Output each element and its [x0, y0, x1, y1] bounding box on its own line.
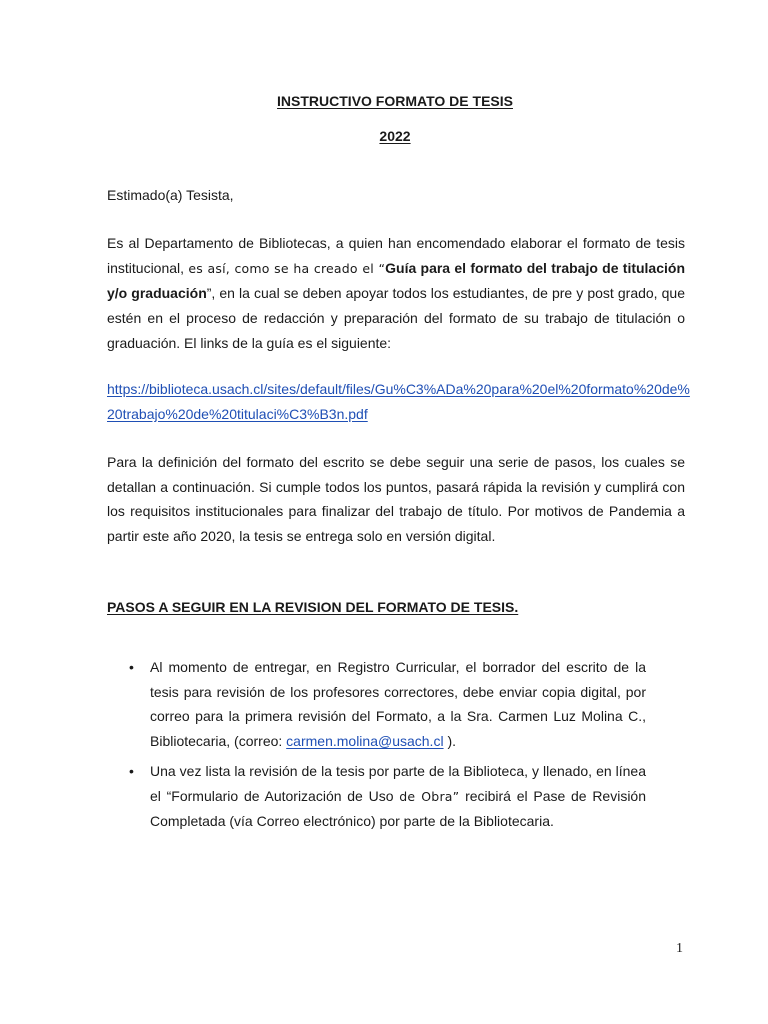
guide-link-block	[107, 377, 707, 426]
step2-text: Una vez lista la revisión de la tesis por parte de la Biblioteca, y llenado, en línea el “Formulario de Autorización de Uso	[150, 763, 646, 804]
guide-pdf-link[interactable]	[107, 381, 690, 422]
step2-text-end: recibirá el Pase de Revisión Completada (vía Correo electrónico) por parte de la Bibliotecaria.	[150, 787, 647, 829]
page-number: 1	[676, 941, 683, 956]
step2-text-spaced: de Obra”	[399, 788, 460, 804]
document-title: INSTRUCTIVO FORMATO DE TESIS	[277, 93, 513, 109]
section-heading: PASOS A SEGUIR EN LA REVISION DEL FORMATO DE TESIS.	[107, 599, 519, 615]
guide-link-line1[interactable]: https://biblioteca.usach.cl/sites/default/files/Gu%C3%ADa%20para%20el%20formato%20de%	[107, 381, 690, 397]
instructions-paragraph: Para la definición del formato del escrito se debe seguir una serie de pasos, los cuales se detallan a continuación. Si cumple todos los puntos, pasará rápida la revisión y cumplirá con los requisitos institucionales para finalizar del trabajo de título. Por motivos de Pandemia a partir este año 2020, la tesis se entrega solo en versión digital.	[107, 454, 685, 545]
list-item	[0, 655, 646, 753]
intro-paragraph	[107, 231, 685, 356]
email-link[interactable]: carmen.molina@usach.cl	[286, 732, 444, 749]
bullet-icon: •	[129, 659, 134, 675]
steps-list	[0, 655, 768, 840]
step1-text-end: ).	[443, 732, 457, 749]
intro-text-part3: ”, en la cual se deben apoyar todos los estudiantes, de pre y post grado, que estén en el proceso de redacción y preparación del formato de su trabajo de titulación o graduación. El links de la guía es el siguiente:	[107, 285, 685, 351]
intro-text-part2: es así, como se ha creado el “	[188, 260, 386, 276]
guide-title: Guía para el formato del trabajo de titulación y/o graduación	[107, 259, 686, 302]
guide-link-line2[interactable]: 20trabajo%20de%20titulaci%C3%B3n.pdf	[107, 405, 368, 422]
intro-text-part1: Es al Departamento de Bibliotecas, a quien han encomendado elaborar el formato de tesis institucional,	[107, 235, 685, 276]
step1-text: Al momento de entregar, en Registro Curricular, el borrador del escrito de la tesis para revisión de los profesores correctores, debe enviar copia digital, por correo para la primera revisión del Formato, a la Sra. Carmen Luz Molina C., Bibliotecaria, (correo:	[150, 659, 646, 749]
document-year: 2022	[379, 128, 411, 144]
greeting: Estimado(a) Tesista,	[107, 187, 234, 203]
list-item	[0, 759, 646, 834]
bullet-icon: •	[129, 763, 134, 779]
